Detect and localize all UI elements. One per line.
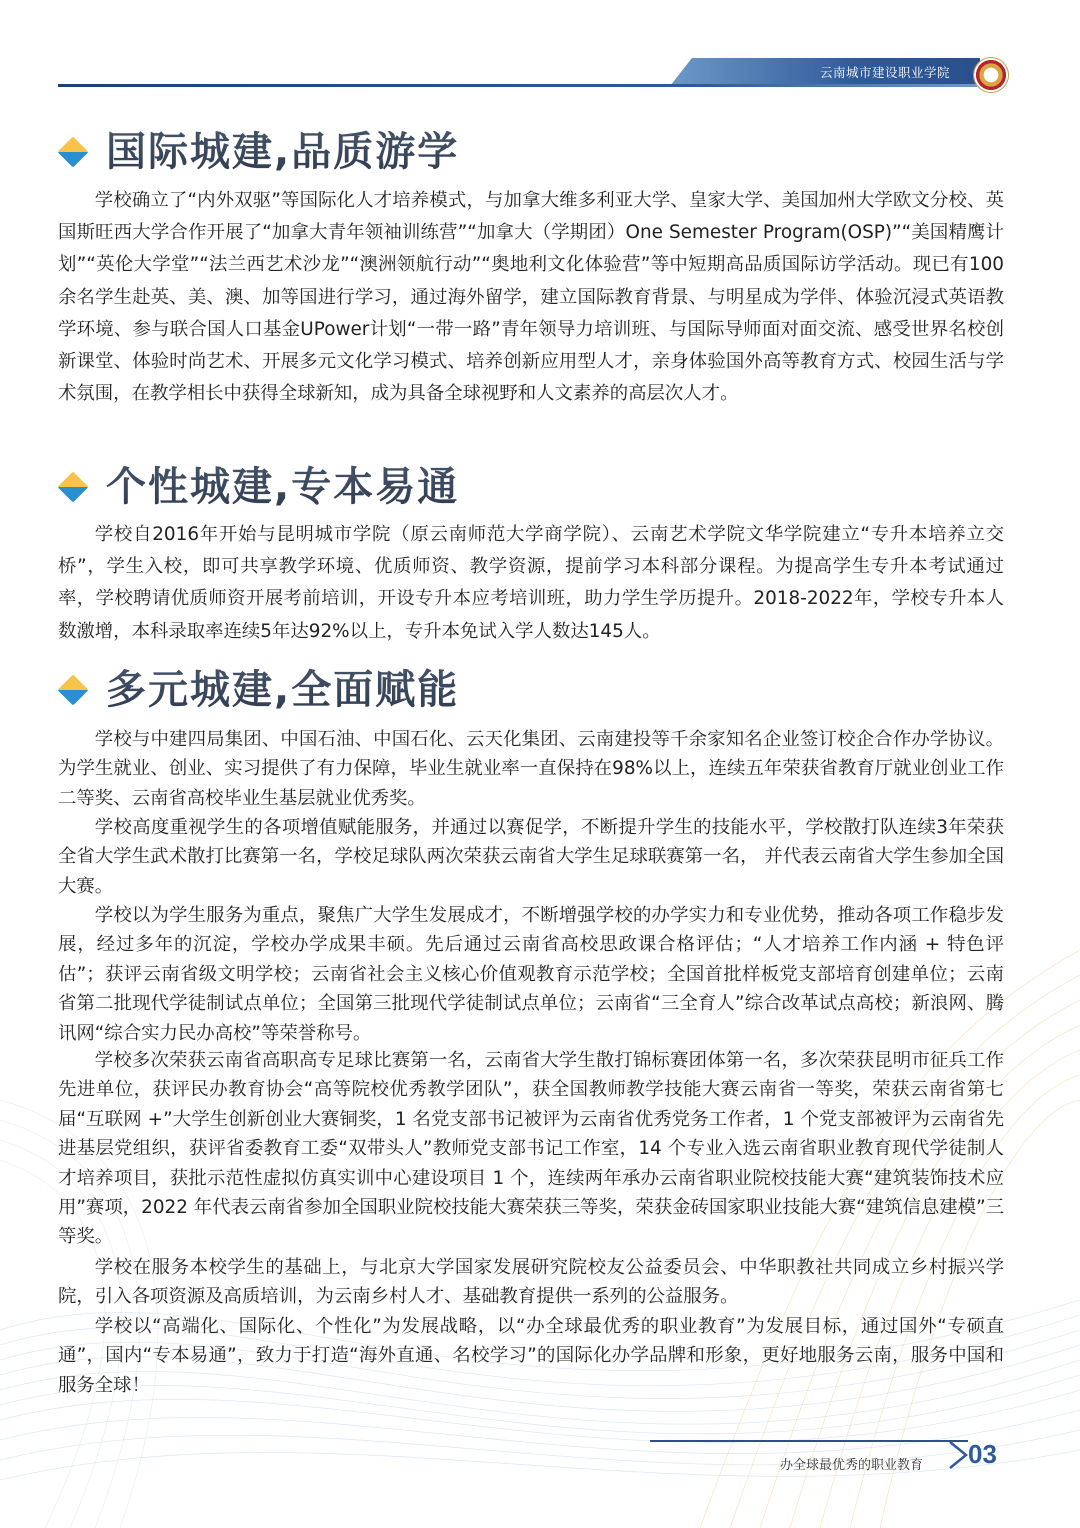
section-3-paragraph-2: 学校高度重视学生的各项增值赋能服务，并通过以赛促学，不断提升学生的技能水平，学校散打队连续3年荣获全省大学生武术散打比赛第一名，学校足球队两次荣获云南省大学生足球联赛第一名， 并代表云南省大学生参加全国大赛。 — [58, 817, 1004, 897]
chevron-right-icon — [948, 1440, 970, 1470]
header-rule — [58, 84, 978, 87]
school-name: 云南城市建设职业学院 — [820, 65, 951, 80]
section-3-paragraph-5: 学校在服务本校学生的基础上，与北京大学国家发展研究院校友公益委员会、中华职教社共同成立乡村振兴学院，引入各项资源及高质培训，为云南乡村人才、基础教育提供一系列的公益服务。 — [58, 1257, 1004, 1308]
diamond-bullet-icon — [57, 471, 88, 502]
section-3-paragraph-1: 学校与中建四局集团、中国石油、中国石化、云天化集团、云南建投等千余家知名企业签订校企合作办学协议。为学生就业、创业、实习提供了有力保障，毕业生就业率一直保持在98%以上，连续五年荣获省教育厅就业创业工作二等奖、云南省高校毕业生基层就业优秀奖。 — [58, 729, 1004, 809]
footer-rule — [650, 1440, 968, 1442]
diamond-bullet-icon — [57, 674, 88, 705]
section-2-heading — [58, 459, 459, 515]
section-3-paragraph-4: 学校多次荣获云南省高职高专足球比赛第一名，云南省大学生散打锦标赛团体第一名，多次荣获昆明市征兵工作先进单位，获评民办教育协会“高等院校优秀教学团队”，获全国教师教学技能大赛云南省一等奖，荣获云南省第七届“互联网 +”大学生创新创业大赛铜奖，1 名党支部书记被评为云南省优秀党务工作者，1 个党支部被评为云南省先进基层党组织，获评省委教育工委“双带头人”教师党支部书记工作室，14 个专业入选云南省职业教育现代学徒制人才培养项目，获批示范性虚拟仿真实训中心建设项目 1 个，连续两年承办云南省职业院校技能大赛“建筑装饰技术应用”赛项，2022 年代表云南省参加全国职业院校技能大赛荣获三等奖，荣获金砖国家职业技能大赛“建筑信息建模”三等奖。 — [58, 1050, 1004, 1248]
section-3-paragraph-6: 学校以“高端化、国际化、个性化”为发展战略，以“办全球最优秀的职业教育”为发展目标，通过国外“专硕直通”，国内“专本易通”，致力于打造“海外直通、名校学习”的国际化办学品牌和形象，更好地服务云南，服务中国和服务全球！ — [58, 1316, 1004, 1396]
section-1-title: 国际城建,品质游学 — [106, 124, 459, 180]
footer-slogan: 办全球最优秀的职业教育 — [780, 1458, 924, 1473]
school-logo-icon — [974, 58, 1008, 92]
diamond-bullet-icon — [57, 136, 88, 167]
section-1-heading — [58, 124, 459, 180]
section-2-title: 个性城建,专本易通 — [106, 459, 459, 515]
page-number: 03 — [968, 1439, 997, 1469]
section-2-paragraph-1: 学校自2016年开始与昆明城市学院（原云南师范大学商学院）、云南艺术学院文华学院建立“专升本培养立交桥”，学生入校，即可共享教学环境、优质师资、教学资源，提前学习本科部分课程。为提高学生专升本考试通过率，学校聘请优质师资开展考前培训，开设专升本应考培训班，助力学生学历提升。2018-2022年，学校专升本人数激增，本科录取率连续5年达92%以上，专升本免试入学人数达145人。 — [58, 524, 1004, 642]
section-3-paragraph-3: 学校以为学生服务为重点，聚焦广大学生发展成才，不断增强学校的办学实力和专业优势，推动各项工作稳步发展，经过多年的沉淀，学校办学成果丰硕。先后通过云南省高校思政课合格评估；“人才培养工作内涵 + 特色评估”；获评云南省级文明学校；云南省社会主义核心价值观教育示范学校；全国首批样板党支部培育创建单位；云南省第二批现代学徒制试点单位；全国第三批现代学徒制试点单位；云南省“三全育人”综合改革试点高校；新浪网、腾讯网“综合实力民办高校”等荣誉称号。 — [58, 905, 1004, 1044]
section-1-paragraph-1: 学校确立了“内外双驱”等国际化人才培养模式，与加拿大维多利亚大学、皇家大学、美国加州大学欧文分校、英国斯旺西大学合作开展了“加拿大青年领袖训练营”“加拿大（学期团）One Semester Program(OSP)”“美国精鹰计划”“英伦大学堂”“法兰西艺术沙龙”“澳洲领航行动”“奥地利文化体验营”等中短期高品质国际访学活动。现已有100余名学生赴英、美、澳、加等国进行学习，通过海外留学，建立国际教育背景、与明星成为学伴、体验沉浸式英语教学环境、参与联合国人口基金UPower计划“一带一路”青年领导力培训班、与国际导师面对面交流、感受世界名校创新课堂、体验时尚艺术、开展多元文化学习模式、培养创新应用型人才，亲身体验国外高等教育方式、校园生活与学术氛围，在教学相长中获得全球新知，成为具备全球视野和人文素养的高层次人才。 — [58, 190, 1004, 405]
section-3-title: 多元城建,全面赋能 — [106, 662, 459, 718]
section-3-heading — [58, 662, 459, 718]
